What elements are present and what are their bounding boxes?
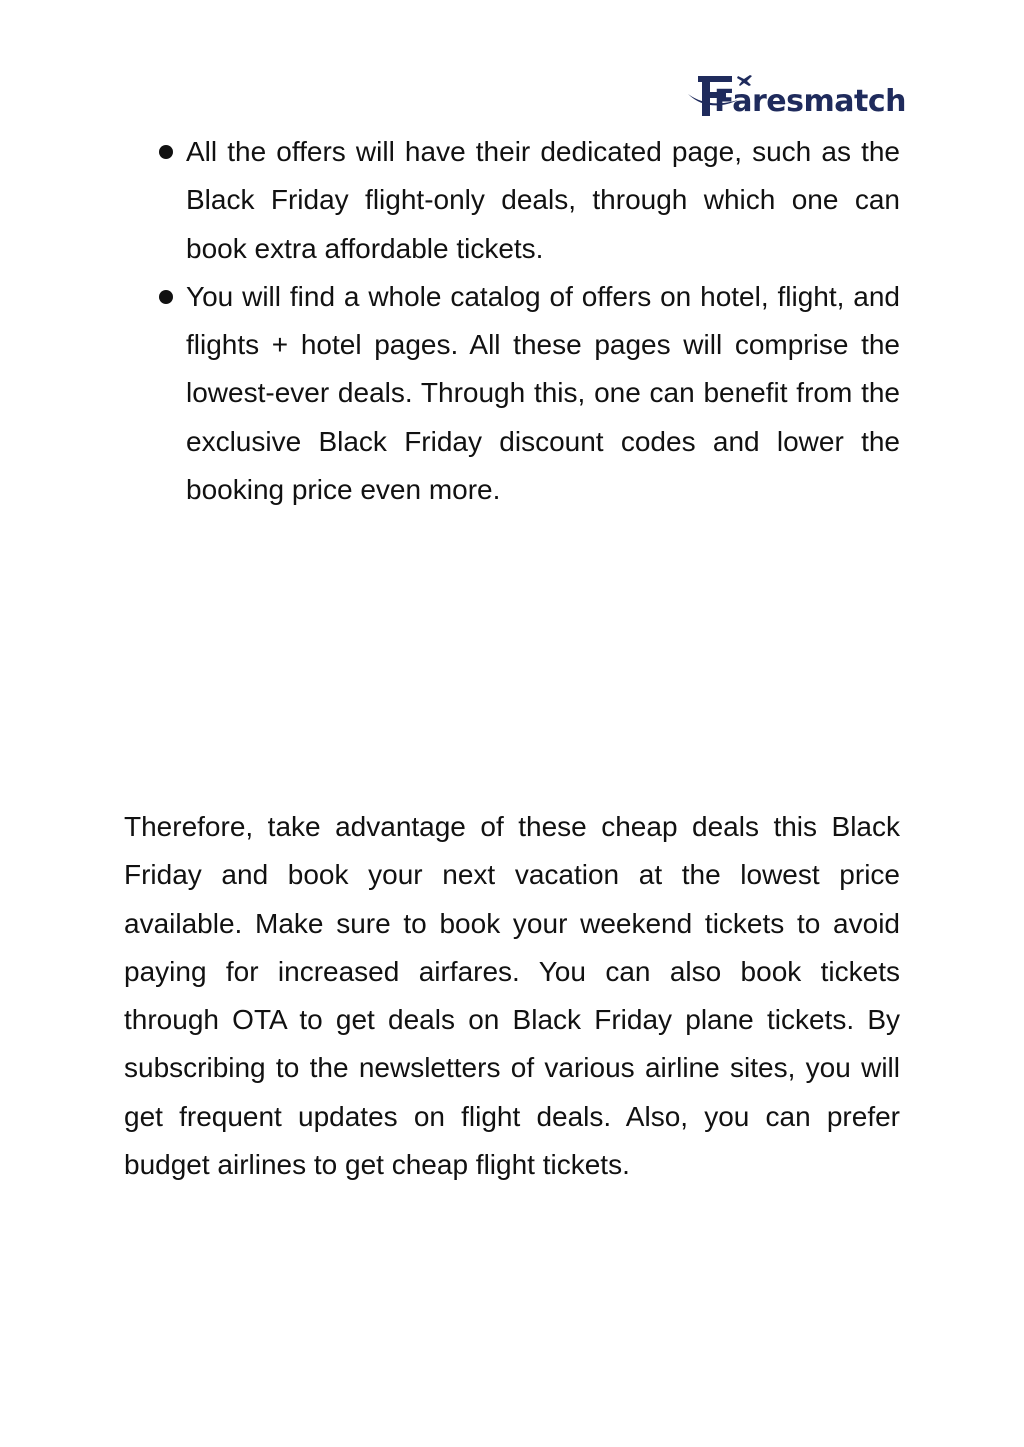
closing-paragraph: Therefore, take advantage of these cheap deals this Black Friday and book your next vacation at the lowest price available. Make sure to book your weekend tickets to avoid paying for increased airfares. You can also book tickets through OTA to get deals on Black Friday plane tickets. By subscribing to the newsletters of various airline sites, you will get frequent updates on flight deals. Also, you can prefer budget airlines to get cheap flight tickets. xyxy=(124,811,900,1181)
bullet-text: You will find a whole catalog of offers on hotel, flight, and flights + hotel pages. All these pages will comprise the lowest-ever deals. Through this, one can benefit from the exclusive Black Friday discount codes and lower the booking price even more. xyxy=(186,280,900,506)
bullet-dot-icon xyxy=(159,290,173,304)
bullet-text: All the offers will have their dedicated page, such as the Black Friday flight-only deals, through which one can book extra affordable tickets. xyxy=(186,136,900,264)
offers-bullet-list xyxy=(124,128,900,514)
faresmatch-logo xyxy=(688,70,906,122)
bullet-dot-icon xyxy=(159,145,173,159)
list-item xyxy=(124,273,900,514)
list-item xyxy=(124,128,900,273)
logo-wordmark: Faresmatch xyxy=(714,84,906,119)
